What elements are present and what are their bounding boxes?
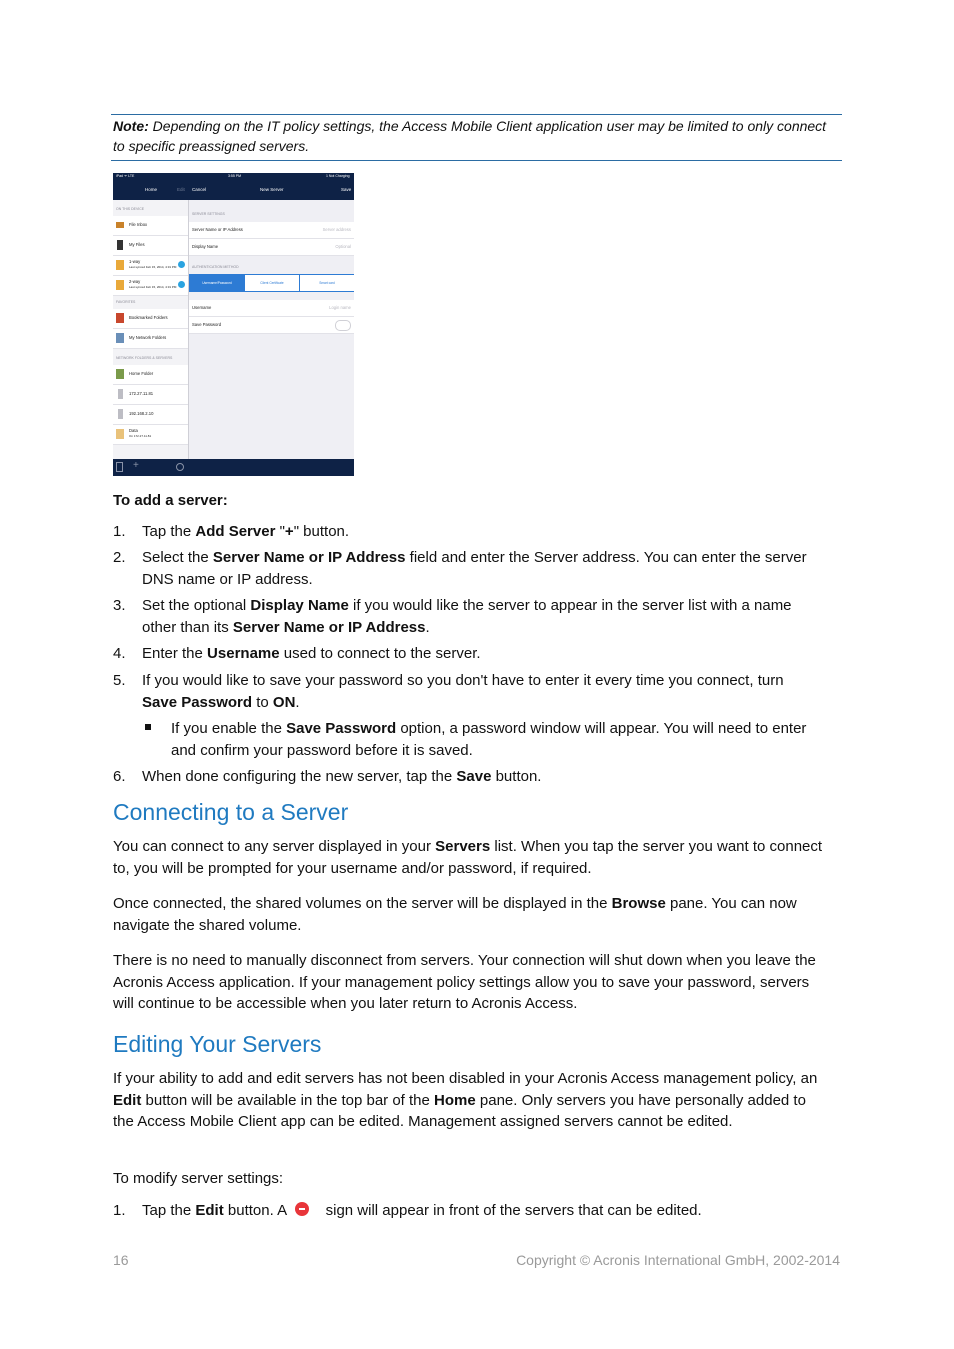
note-box bbox=[111, 114, 842, 161]
page-number: 16 bbox=[113, 1252, 129, 1268]
sidebar-item-label: Data bbox=[129, 428, 138, 433]
server-name-label: Server Name or IP Address bbox=[192, 227, 243, 232]
step-number: 5. bbox=[113, 672, 126, 689]
sidebar-item-label: Home Folder bbox=[129, 371, 154, 376]
add-server-icon[interactable]: + bbox=[133, 460, 139, 471]
add-step-5: If you would like to save your password so you don't have to enter it every time you connect, turn Save Password to ON. bbox=[142, 672, 784, 711]
sidebar-item-my-files[interactable] bbox=[113, 236, 188, 256]
sync-badge-icon bbox=[178, 261, 185, 268]
folder-icon bbox=[116, 429, 124, 439]
sidebar-item-server-1[interactable] bbox=[113, 385, 188, 405]
status-carrier: iPad ᯤ LTE bbox=[116, 174, 135, 178]
home-icon bbox=[116, 369, 124, 379]
bookmark-icon bbox=[116, 313, 124, 323]
username-field[interactable] bbox=[189, 300, 354, 317]
edit-step-1: Tap the Edit button. A sign will appear in front of the servers that can be edited. bbox=[142, 1202, 702, 1219]
server-icon bbox=[118, 409, 123, 419]
step-number: 4. bbox=[113, 645, 126, 662]
server-name-placeholder: Server address bbox=[322, 227, 351, 232]
segment-username-password[interactable]: Username/Password bbox=[190, 275, 244, 291]
inbox-icon bbox=[116, 222, 124, 228]
edit-button[interactable]: Edit bbox=[177, 187, 185, 192]
display-name-label: Display Name bbox=[192, 244, 219, 249]
sidebar-item-home-folder[interactable] bbox=[113, 365, 188, 385]
copyright: Copyright © Acronis International GmbH, 2002-2014 bbox=[516, 1252, 840, 1268]
sidebar-item-label: File Inbox bbox=[129, 222, 148, 227]
display-name-field[interactable] bbox=[189, 239, 354, 256]
network-folder-icon bbox=[116, 333, 124, 343]
sidebar-item-label: My Files bbox=[129, 242, 145, 247]
segment-client-certificate[interactable]: Client Certificate bbox=[244, 275, 299, 291]
cancel-button[interactable]: Cancel bbox=[192, 187, 207, 192]
status-time: 3:55 PM bbox=[228, 174, 242, 178]
server-settings-header: SERVER SETTINGS bbox=[192, 212, 225, 216]
sync-badge-icon bbox=[178, 281, 185, 288]
auth-method-segmented bbox=[189, 274, 354, 292]
step-number: 1. bbox=[113, 1202, 126, 1219]
save-button[interactable]: Save bbox=[341, 187, 352, 192]
connecting-paragraph-1: You can connect to any server displayed in your Servers list. When you tap the server you want to connect to, you will be prompted for your username and/or password, if required. bbox=[113, 838, 823, 877]
add-step-1: Tap the Add Server "+" button. bbox=[142, 523, 350, 540]
sidebar-item-label: My Network Folders bbox=[129, 335, 167, 340]
sidebar-item-sub: Last synced Feb 15, 2014, 4:31 PM bbox=[129, 285, 177, 289]
section-header-device: ON THIS DEVICE bbox=[116, 207, 145, 211]
status-battery: 1 Not Charging bbox=[326, 174, 350, 178]
note-text: Depending on the IT policy settings, the Access Mobile Client application user may be limited to only connect to specific preassigned servers. bbox=[113, 118, 827, 154]
username-placeholder: Login name bbox=[329, 305, 351, 310]
save-password-toggle[interactable] bbox=[335, 320, 351, 331]
section-header-favorites: FAVORITES bbox=[116, 300, 136, 304]
server-name-field[interactable] bbox=[189, 222, 354, 239]
new-server-pane bbox=[189, 200, 354, 459]
add-step-3: Set the optional Display Name if you would like the server to appear in the server list with a name other than its Server Name or IP Address. bbox=[142, 597, 792, 636]
sidebar-item-label: 1-way bbox=[129, 259, 141, 264]
step-number: 6. bbox=[113, 768, 126, 785]
sidebar-item-sub: On 172.27.11.81 bbox=[129, 434, 152, 438]
server-icon bbox=[118, 389, 123, 399]
left-nav-title: Home bbox=[145, 187, 158, 192]
add-step-4: Enter the Username used to connect to the server. bbox=[142, 645, 481, 662]
bottom-bar bbox=[113, 459, 354, 476]
sidebar-item-my-network-folders[interactable] bbox=[113, 329, 188, 349]
sidebar-item-label: 172.27.11.81 bbox=[129, 391, 154, 396]
editing-heading: Editing Your Servers bbox=[113, 1031, 322, 1057]
sidebar-item-label: Bookmarked Folders bbox=[129, 315, 168, 320]
settings-icon[interactable] bbox=[176, 463, 184, 471]
note-label: Note: bbox=[113, 118, 149, 134]
display-name-placeholder: Optional bbox=[335, 244, 351, 249]
sidebar-item-2-way[interactable] bbox=[113, 276, 188, 296]
sidebar-item-sub: Last synced Feb 15, 2014, 4:31 PM bbox=[129, 265, 177, 269]
sidebar bbox=[113, 200, 189, 459]
files-icon[interactable] bbox=[116, 462, 123, 472]
step-number: 1. bbox=[113, 523, 126, 540]
connecting-paragraph-2: Once connected, the shared volumes on the server will be displayed in the Browse pane. You can now navigate the shared volume. bbox=[113, 895, 797, 934]
sidebar-item-label: 192.168.2.10 bbox=[129, 411, 154, 416]
editing-paragraph-1: If your ability to add and edit servers has not been disabled in your Acronis Access management policy, an Edit button will be available in the top bar of the Home pane. Only servers you have personally added to the Access Mobile Client app can be edited. Management assigned servers cannot be edited. bbox=[113, 1070, 818, 1130]
segment-smart-card[interactable]: Smart card bbox=[299, 275, 354, 291]
device-icon bbox=[117, 240, 123, 250]
username-label: Username bbox=[192, 305, 212, 310]
folder-icon bbox=[116, 280, 124, 290]
sidebar-item-bookmarked-folders[interactable] bbox=[113, 309, 188, 329]
sidebar-item-label: 2-way bbox=[129, 279, 141, 284]
sidebar-item-file-inbox[interactable] bbox=[113, 216, 188, 236]
connecting-heading: Connecting to a Server bbox=[113, 799, 349, 825]
save-password-sub-bullet: If you enable the Save Password option, a password window will appear. You will need to enter and confirm your password before it is saved. bbox=[171, 720, 807, 759]
section-header-network: NETWORK FOLDERS & SERVERS bbox=[116, 356, 173, 360]
sidebar-item-1-way[interactable] bbox=[113, 256, 188, 276]
delete-minus-icon bbox=[295, 1202, 309, 1216]
step-number: 3. bbox=[113, 597, 126, 614]
connecting-paragraph-3: There is no need to manually disconnect from servers. Your connection will shut down when you leave the Acronis Access application. If your management policy settings allow you to save your password, servers will continue to be accessible when you later return to Acronis Access. bbox=[113, 952, 816, 1012]
top-bar bbox=[113, 173, 354, 200]
folder-icon bbox=[116, 260, 124, 270]
add-step-2: Select the Server Name or IP Address field and enter the Server address. You can enter the server DNS name or IP address. bbox=[142, 549, 807, 588]
sidebar-item-server-2[interactable] bbox=[113, 405, 188, 425]
bullet-square-icon bbox=[145, 724, 151, 730]
editing-paragraph-2: To modify server settings: bbox=[113, 1170, 284, 1187]
right-nav-title: New Server bbox=[260, 187, 284, 192]
save-password-row bbox=[189, 317, 354, 334]
new-server-screenshot bbox=[113, 173, 354, 476]
step-number: 2. bbox=[113, 549, 126, 566]
add-step-6: When done configuring the new server, tap the Save button. bbox=[142, 768, 542, 785]
add-server-heading: To add a server: bbox=[113, 492, 228, 509]
auth-method-header: AUTHENTICATION METHOD bbox=[192, 265, 239, 269]
sidebar-item-data[interactable] bbox=[113, 425, 188, 445]
save-password-label: Save Password bbox=[192, 322, 222, 327]
